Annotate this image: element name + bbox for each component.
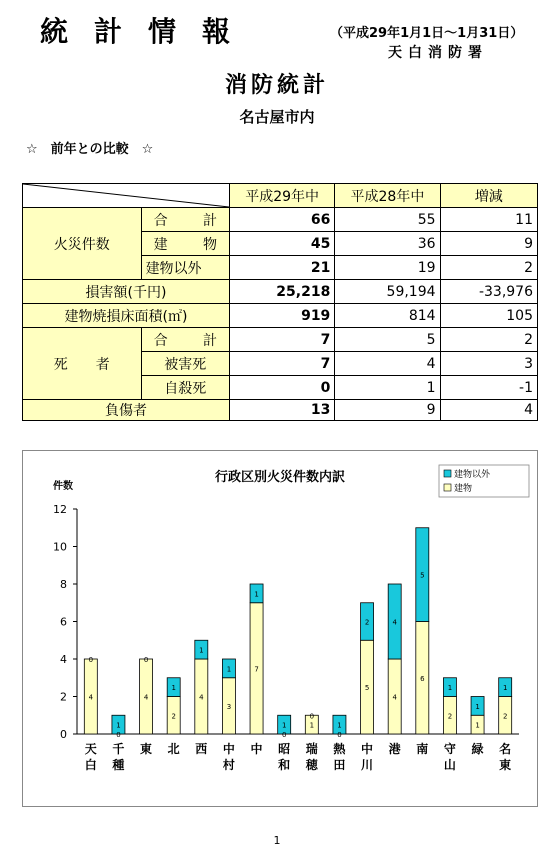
cell-previous: 55: [335, 208, 440, 232]
x-tick-label: 村: [222, 758, 235, 772]
x-tick-label: 中: [361, 742, 374, 756]
subtitle: 消防統計: [224, 73, 329, 98]
fire-count-chart: [23, 451, 537, 806]
page-number: 1: [273, 834, 281, 847]
x-tick-label: 千: [112, 742, 125, 756]
data-label-building: 4: [143, 693, 149, 702]
row-label: 損害額(千円): [23, 280, 230, 304]
cell-current: 7: [230, 328, 335, 352]
x-tick-label: 緑: [471, 742, 484, 756]
chart-title: 行政区別火災件数内訳: [214, 470, 346, 485]
data-label-building: 2: [447, 712, 453, 721]
x-tick-label: 山: [443, 758, 456, 772]
data-label-non-building: 1: [199, 646, 204, 655]
x-tick-label: 東: [499, 758, 512, 772]
data-label-building: 3: [226, 702, 232, 711]
legend-swatch-building: [444, 484, 451, 491]
row-group-label: 死 者: [23, 328, 142, 400]
x-tick-label: 瑞: [305, 742, 318, 756]
y-tick-label: 4: [60, 653, 67, 666]
cell-current: 0: [230, 376, 335, 400]
cell-diff: 2: [440, 328, 537, 352]
table-row: [23, 280, 538, 304]
data-label-building: 2: [502, 712, 508, 721]
data-label-non-building: 1: [254, 590, 259, 599]
x-tick-label: 田: [333, 758, 346, 772]
cell-diff: -33,976: [440, 280, 537, 304]
y-tick-label: 8: [60, 578, 67, 591]
x-tick-label: 種: [112, 758, 125, 772]
data-label-building: 1: [309, 721, 315, 730]
data-label-building: 0: [337, 731, 342, 739]
data-label-non-building: 0: [309, 712, 315, 721]
data-label-building: 5: [364, 684, 370, 693]
data-label-non-building: 0: [143, 656, 149, 664]
column-header: 平成28年中: [335, 184, 440, 208]
data-label-building: 7: [254, 665, 259, 674]
legend-label-non-building: 建物以外: [454, 470, 491, 480]
data-label-non-building: 1: [281, 721, 287, 730]
data-label-building: 0: [116, 731, 121, 739]
header-diagonal-cell: [23, 184, 230, 208]
row-label: 負傷者: [23, 400, 230, 421]
stats-table: [22, 183, 538, 421]
row-sublabel: 建 物: [141, 232, 229, 256]
table-row: [23, 304, 538, 328]
data-label-building: 0: [281, 731, 287, 739]
x-tick-label: 港: [388, 742, 401, 756]
legend-label-building: 建物: [454, 484, 473, 494]
cell-diff: -1: [440, 376, 537, 400]
x-tick-label: 穂: [305, 758, 318, 772]
data-label-non-building: 4: [392, 618, 397, 627]
row-sublabel: 合 計: [141, 208, 229, 232]
row-label: 建物焼損床面積(㎡): [23, 304, 230, 328]
row-group-label: 火災件数: [23, 208, 142, 280]
cell-previous: 1: [335, 376, 440, 400]
cell-diff: 4: [440, 400, 537, 421]
data-label-building: 2: [171, 712, 176, 721]
row-sublabel: 被害死: [141, 352, 229, 376]
data-label-non-building: 1: [171, 684, 176, 693]
row-sublabel: 建物以外: [141, 256, 229, 280]
y-tick-label: 12: [53, 503, 67, 516]
data-label-non-building: 1: [502, 684, 508, 693]
data-label-non-building: 5: [420, 571, 425, 580]
x-tick-label: 東: [140, 742, 153, 756]
data-label-non-building: 1: [447, 684, 453, 693]
chart-container: [22, 450, 538, 807]
cell-current: 21: [230, 256, 335, 280]
cell-diff: 11: [440, 208, 537, 232]
area-label: 名古屋市内: [239, 108, 315, 126]
table-header-row: [23, 184, 538, 208]
y-tick-label: 10: [53, 540, 67, 554]
data-label-non-building: 1: [226, 665, 232, 674]
x-tick-label: 中: [250, 742, 263, 756]
cell-previous: 59,194: [335, 280, 440, 304]
y-tick-label: 2: [60, 690, 67, 704]
x-tick-label: 南: [416, 742, 429, 756]
x-tick-label: 昭: [278, 742, 291, 756]
x-tick-label: 熱: [333, 742, 346, 756]
station-name: 天白消防署: [388, 45, 488, 61]
x-tick-label: 川: [361, 758, 374, 772]
cell-previous: 4: [335, 352, 440, 376]
table-row: [23, 208, 538, 232]
cell-current: 45: [230, 232, 335, 256]
period-text: （平成29年1月1日～1月31日）: [330, 26, 524, 41]
data-label-non-building: 1: [116, 721, 121, 730]
cell-current: 7: [230, 352, 335, 376]
cell-previous: 814: [335, 304, 440, 328]
y-tick-label: 6: [60, 615, 67, 629]
legend-swatch-non-building: [444, 470, 451, 477]
x-tick-label: 守: [443, 742, 456, 756]
data-label-building: 6: [420, 674, 425, 683]
y-tick-label: 0: [60, 728, 67, 741]
column-header: 増減: [440, 184, 537, 208]
diagonal-line: [23, 184, 229, 207]
cell-previous: 5: [335, 328, 440, 352]
cell-current: 25,218: [230, 280, 335, 304]
cell-current: 919: [230, 304, 335, 328]
x-tick-label: 白: [84, 758, 97, 772]
cell-previous: 19: [335, 256, 440, 280]
table-row: [23, 400, 538, 421]
data-label-building: 4: [392, 693, 397, 702]
data-label-non-building: 0: [88, 656, 94, 664]
row-sublabel: 自殺死: [141, 376, 229, 400]
data-label-non-building: 2: [364, 618, 370, 627]
cell-diff: 9: [440, 232, 537, 256]
data-label-non-building: 1: [475, 702, 480, 711]
cell-diff: 105: [440, 304, 537, 328]
x-tick-label: 名: [499, 742, 512, 756]
cell-previous: 36: [335, 232, 440, 256]
cell-previous: 9: [335, 400, 440, 421]
data-label-building: 1: [475, 721, 480, 730]
data-label-building: 4: [88, 693, 94, 702]
cell-diff: 2: [440, 256, 537, 280]
data-label-building: 4: [199, 693, 204, 702]
column-header: 平成29年中: [230, 184, 335, 208]
x-tick-label: 中: [222, 742, 235, 756]
x-tick-label: 北: [167, 742, 180, 756]
row-sublabel: 合 計: [141, 328, 229, 352]
table-row: [23, 328, 538, 352]
cell-diff: 3: [440, 352, 537, 376]
x-tick-label: 西: [195, 742, 208, 756]
cell-current: 13: [230, 400, 335, 421]
y-axis-label: 件数: [53, 481, 73, 492]
document-title: 統計情報: [40, 15, 257, 48]
x-tick-label: 和: [278, 758, 291, 772]
data-label-non-building: 1: [337, 721, 342, 730]
compare-heading: ☆ 前年との比較 ☆: [26, 142, 154, 157]
x-tick-label: 天: [84, 742, 97, 756]
cell-current: 66: [230, 208, 335, 232]
